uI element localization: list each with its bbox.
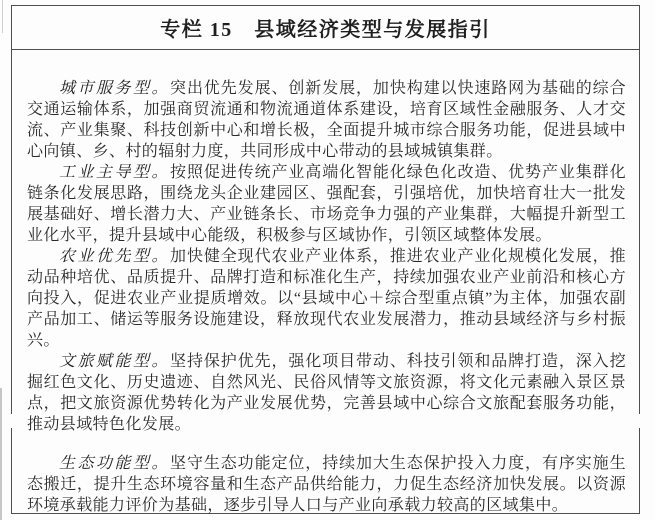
paragraph-text-agriculture-first: 加快健全现代农业产业体系，推进农业产业化规模化发展，推动品种培优、品质提升、品牌打造和标准化生产，持续加强农业产业前沿和核心方向投入，促进农业产业提质增效。以“县域中心＋综合型重点镇”为主体，加强农副产品加工、储运等服务设施建设，释放现代农业发展潜力，推动县域经济与乡村振兴。	[27, 248, 626, 349]
type-label-urban-service: 城市服务型。	[59, 80, 171, 97]
column-box-panel	[11, 5, 640, 514]
panel-title-bar	[12, 6, 639, 50]
scan-edge-artifact-top	[2, 0, 3, 33]
paragraph-text-industry-led: 按照促进传统产业高端化智能化绿色化改造、优势产业集群化链条化发展思路，围绕龙头企业建园区、强配套，引强培优，加快培育壮大一批发展基础好、增长潜力大、产业链条长、市场竞争力强的产业集群，大幅提升新型工业化水平，提升县域中心能级，积极参与区域协作，引领区域整体发展。	[27, 164, 626, 244]
panel-title: 专栏 15 县域经济类型与发展指引	[160, 19, 491, 41]
paragraph-industry-led	[27, 162, 626, 246]
type-label-culture-tourism: 文旅赋能型。	[59, 353, 171, 370]
panel-body	[12, 50, 639, 516]
paragraph-eco-function	[27, 453, 626, 516]
paragraph-text-eco-function: 坚守生态功能定位，持续加大生态保护投入力度，有序实施生态搬迁，提升生态环境容量和生态产品供给能力，力促生态经济加快发展。以资源环境承载能力评价为基础，逐步引导人口与产业向承载力较高的区域集中。	[27, 455, 626, 514]
type-label-eco-function: 生态功能型。	[59, 455, 171, 472]
paragraph-culture-tourism	[27, 351, 626, 435]
scan-edge-artifact-left	[0, 388, 2, 520]
paragraph-text-urban-service: 突出优先发展、创新发展，加快构建以快速路网为基础的综合交通运输体系，加强商贸流通和物流通道体系建设，培育区域性金融服务、人才交流、产业集聚、科技创新中心和增长极，全面提升城市综合服务功能，促进县域中心向镇、乡、村的辐射力度，共同形成中心带动的县域城镇集群。	[27, 80, 626, 160]
paragraph-agriculture-first	[27, 246, 626, 351]
page-split-seam-right-border	[636, 414, 641, 428]
paragraph-urban-service	[27, 78, 626, 162]
type-label-industry-led: 工业主导型。	[59, 164, 171, 181]
page-split-seam-left-border	[10, 414, 15, 428]
paragraph-text-culture-tourism: 坚持保护优先，强化项目带动、科技引领和品牌打造，深入挖掘红色文化、历史遗迹、自然风光、民俗风情等文旅资源，将文化元素融入景区景点，把文旅资源优势转化为产业发展优势，完善县域中心综合文旅配套服务功能，推动县域特色化发展。	[27, 353, 626, 433]
type-label-agriculture-first: 农业优先型。	[59, 248, 171, 265]
